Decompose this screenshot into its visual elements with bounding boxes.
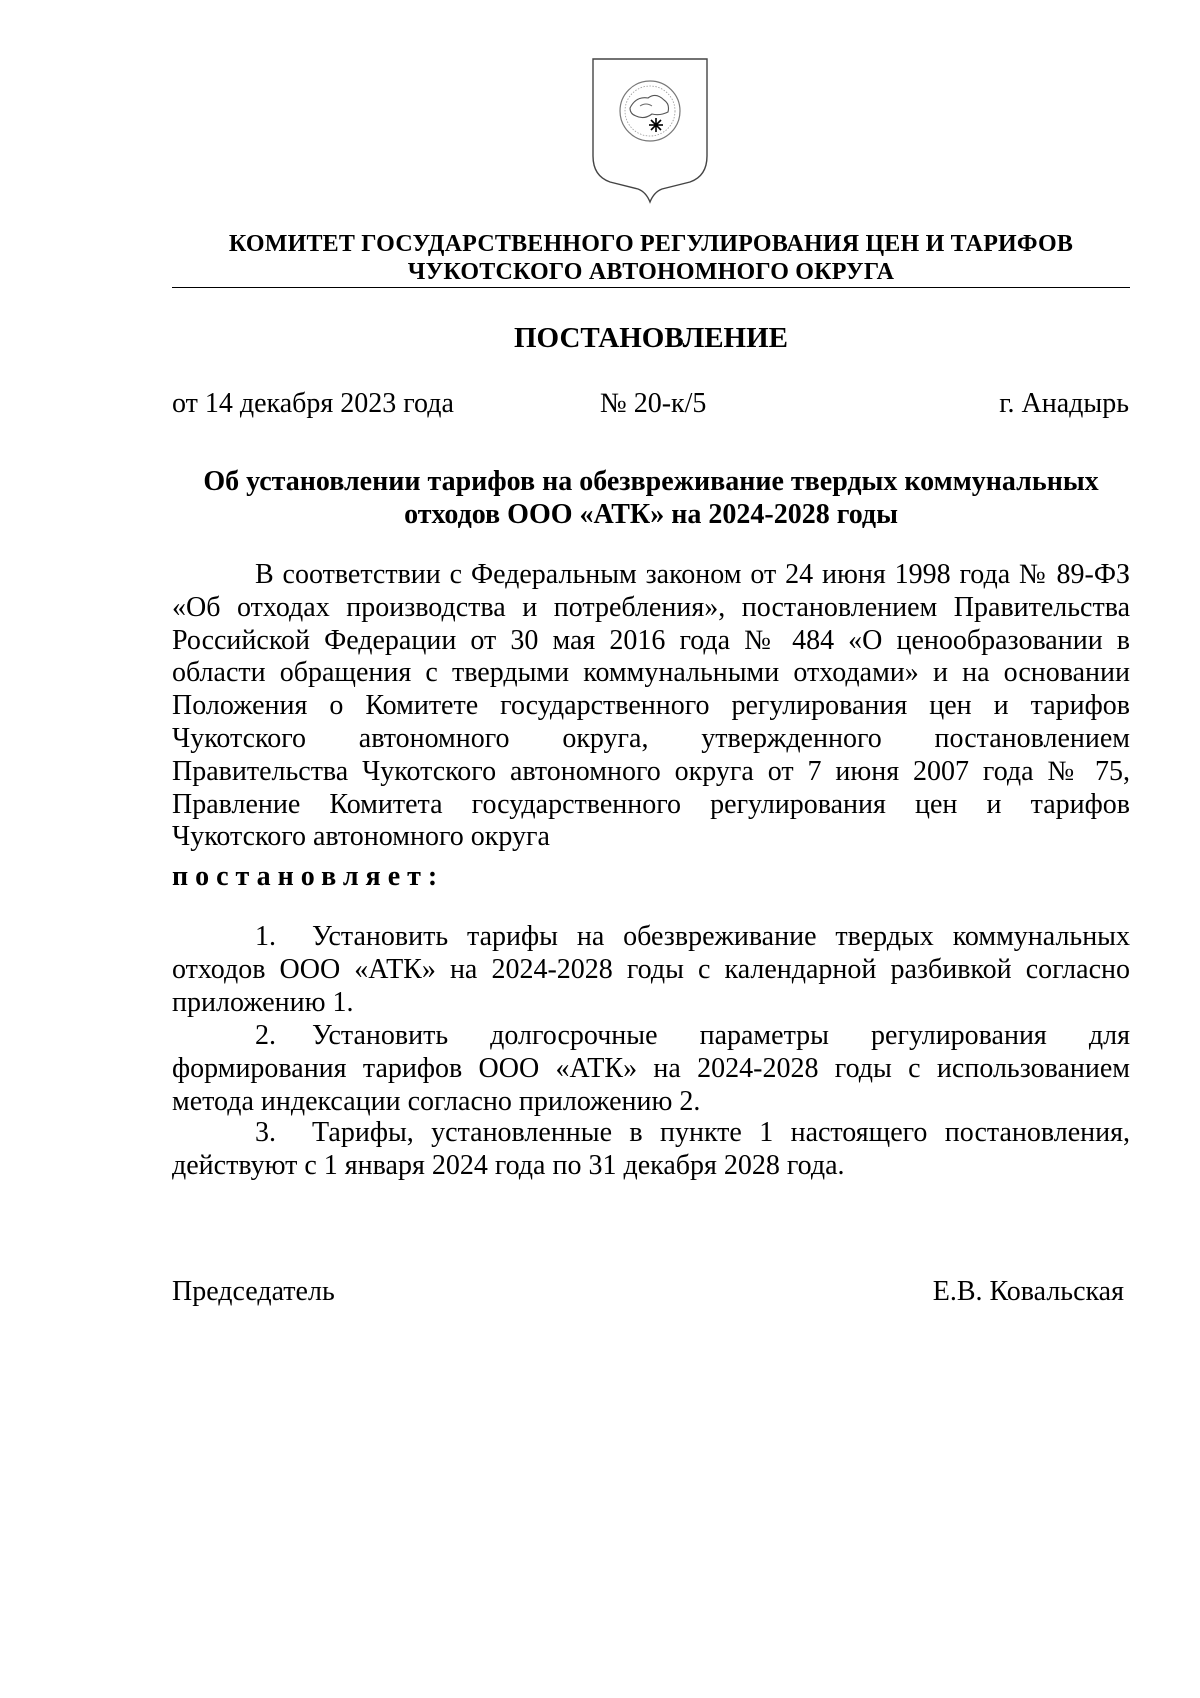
preamble-paragraph: В соответствии с Федеральным законом от 24 июня 1998 года № 89-ФЗ «Об отходах производства и потребления», постановлением Правительства Российской Федерации от 30 мая 2016 года № 484 «О ценообразовании в области обращения с твердыми коммунальными отходами» и на основании Положения о Комитете государственного регулирования цен и тарифов Чукотского автономного округа, утвержденного постановлением Правительства Чукотского автономного округа от 7 июня 2007 года № 75, Правление Комитета государственного регулирования цен и тарифов Чукотского автономного округа <box>172 559 1130 853</box>
item-text: Установить долгосрочные параметры регулирования для формирования тарифов ООО «АТК» на 2024-2028 годы с использованием метода индексации согласно приложению 2. <box>172 1020 1130 1117</box>
document-type: ПОСТАНОВЛЕНИЕ <box>513 322 788 354</box>
organization-name-line2: ЧУКОТСКОГО АВТОНОМНОГО ОКРУГА <box>407 259 895 285</box>
signatory-role: Председатель <box>172 1276 335 1307</box>
resolution-item <box>172 921 1130 1019</box>
document-title <box>172 465 1130 531</box>
organization-name-line1: КОМИТЕТ ГОСУДАРСТВЕННОГО РЕГУЛИРОВАНИЯ ЦЕН И ТАРИФОВ <box>228 231 1074 257</box>
coat-of-arms-icon <box>590 56 710 206</box>
item-number: 1. <box>255 921 276 952</box>
resolution-item <box>172 1020 1130 1118</box>
document-title-line2: отходов ООО «АТК» на 2024-2028 годы <box>404 499 898 530</box>
header-divider <box>172 287 1130 288</box>
document-title-line1: Об установлении тарифов на обезвреживание твердых коммунальных <box>203 466 1099 497</box>
decides-keyword: постановляет: <box>172 861 445 892</box>
document-number: № 20-к/5 <box>600 388 707 419</box>
item-text: Тарифы, установленные в пункте 1 настоящего постановления, действуют с 1 января 2024 года по 31 декабря 2028 года. <box>172 1117 1130 1181</box>
document-date: от 14 декабря 2023 года <box>172 388 454 419</box>
item-number: 2. <box>255 1020 276 1051</box>
item-number: 3. <box>255 1117 276 1148</box>
document-place: г. Анадырь <box>999 388 1129 419</box>
item-text: Установить тарифы на обезвреживание твердых коммунальных отходов ООО «АТК» на 2024-2028 годы с календарной разбивкой согласно приложению 1. <box>172 921 1130 1018</box>
signatory-name: Е.В. Ковальская <box>932 1276 1124 1307</box>
resolution-item <box>172 1117 1130 1183</box>
